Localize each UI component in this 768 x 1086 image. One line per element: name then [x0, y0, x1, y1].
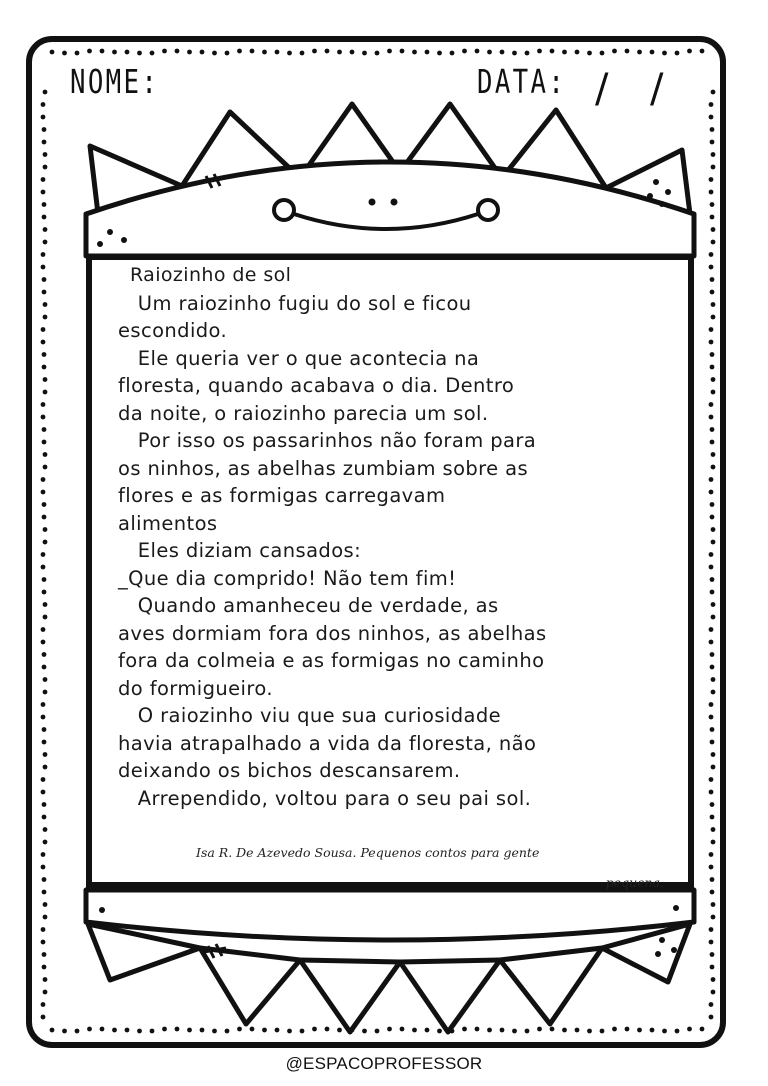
story-line: deixando os bichos descansarem.	[118, 759, 461, 782]
story-line: os ninhos, as abelhas zumbiam sobre as	[118, 456, 529, 480]
border-dot	[42, 140, 47, 145]
border-dot	[710, 440, 715, 445]
border-dot	[62, 1029, 67, 1034]
border-dot	[362, 1029, 367, 1034]
border-dot	[362, 51, 367, 56]
border-dot	[711, 227, 716, 232]
story-line: flores e as formigas carregavam	[118, 484, 446, 507]
border-dot	[675, 51, 680, 56]
border-dot	[537, 49, 542, 54]
border-dot	[41, 415, 46, 420]
border-dot	[709, 415, 714, 420]
border-dot	[711, 602, 716, 607]
border-dot	[42, 352, 47, 357]
border-dot	[42, 277, 47, 282]
border-dot	[709, 102, 714, 107]
border-dot	[425, 50, 430, 55]
border-dot	[710, 290, 715, 295]
border-dot	[41, 190, 46, 195]
border-dot	[710, 502, 715, 507]
border-dot	[711, 677, 716, 682]
border-dot	[709, 265, 714, 270]
border-dot	[710, 740, 715, 745]
border-dot	[43, 915, 48, 920]
border-dot	[41, 340, 46, 345]
border-dot	[50, 1028, 55, 1033]
border-dot	[43, 765, 48, 770]
border-dot	[43, 677, 48, 682]
border-dot	[41, 865, 46, 870]
border-dot	[562, 50, 567, 55]
border-dot	[43, 227, 48, 232]
border-dot	[437, 1029, 442, 1034]
border-dot	[437, 51, 442, 56]
border-dot	[400, 1027, 405, 1032]
border-dot	[42, 740, 47, 745]
border-dot	[75, 51, 80, 56]
border-dot	[710, 952, 715, 957]
border-dot	[262, 50, 267, 55]
border-dot	[287, 51, 292, 56]
border-dot	[42, 127, 47, 132]
border-dot	[43, 990, 48, 995]
border-dot	[42, 802, 47, 807]
story-title: Raiozinho de sol	[130, 264, 292, 286]
story-line: fora da colmeia e as formigas no caminho	[118, 649, 545, 672]
border-dot	[41, 790, 46, 795]
border-dot	[50, 50, 55, 55]
border-dot	[42, 665, 47, 670]
border-dot	[250, 49, 255, 54]
border-dot	[709, 927, 714, 932]
border-dot	[41, 940, 46, 945]
border-dot	[212, 51, 217, 56]
border-dot	[42, 440, 47, 445]
border-dot	[42, 965, 47, 970]
border-dot	[400, 49, 405, 54]
border-dot	[710, 515, 715, 520]
border-dot	[710, 815, 715, 820]
border-dot	[42, 215, 47, 220]
pennant-banner-bottom	[86, 890, 694, 1032]
border-dot	[175, 49, 180, 54]
story-line: Arrependido, voltou para o seu pai sol.	[118, 786, 532, 810]
border-dot	[162, 1027, 167, 1032]
border-dot	[575, 50, 580, 55]
border-dot	[41, 252, 46, 257]
border-dot	[42, 515, 47, 520]
border-dot	[711, 990, 716, 995]
border-dot	[42, 727, 47, 732]
border-dot	[487, 50, 492, 55]
story-source-citation	[196, 838, 666, 898]
border-dot	[709, 702, 714, 707]
border-dot	[709, 1002, 714, 1007]
border-dot	[250, 1027, 255, 1032]
border-dot	[500, 50, 505, 55]
border-dot	[709, 490, 714, 495]
border-dot	[300, 1029, 305, 1034]
border-dot	[43, 452, 48, 457]
border-dot	[337, 1028, 342, 1033]
border-dot	[525, 1029, 530, 1034]
border-dot	[225, 51, 230, 56]
border-dot	[550, 49, 555, 54]
border-dot	[710, 877, 715, 882]
border-dot	[709, 777, 714, 782]
border-dot	[711, 465, 716, 470]
border-dot	[125, 50, 130, 55]
border-dot	[41, 565, 46, 570]
border-dot	[709, 477, 714, 482]
border-dot	[42, 652, 47, 657]
border-dot	[41, 265, 46, 270]
border-dot	[710, 965, 715, 970]
border-dot	[575, 1028, 580, 1033]
border-dot	[41, 702, 46, 707]
border-dot	[512, 1029, 517, 1034]
border-dot	[710, 652, 715, 657]
border-dot	[162, 49, 167, 54]
border-dot	[462, 49, 467, 54]
border-dot	[137, 51, 142, 56]
story-line: Ele queria ver o que acontecia na	[118, 346, 480, 370]
border-dot	[710, 802, 715, 807]
border-dot	[700, 1027, 705, 1032]
border-dot	[187, 50, 192, 55]
border-dot	[150, 1029, 155, 1034]
story-line: da noite, o raiozinho parecia um sol.	[118, 401, 489, 425]
border-dot	[710, 365, 715, 370]
border-dot	[125, 1028, 130, 1033]
border-dot	[41, 327, 46, 332]
border-dot	[41, 927, 46, 932]
border-dot	[43, 315, 48, 320]
border-dot	[43, 690, 48, 695]
story-line: alimentos	[118, 511, 218, 535]
border-dot	[75, 1029, 80, 1034]
border-dot	[550, 1027, 555, 1032]
border-dot	[662, 51, 667, 56]
border-dot	[42, 427, 47, 432]
border-dot	[43, 977, 48, 982]
border-dot	[43, 165, 48, 170]
border-dot	[711, 752, 716, 757]
border-dot	[41, 490, 46, 495]
story-line: do formigueiro.	[118, 676, 273, 700]
border-dot	[525, 51, 530, 56]
border-dot	[412, 50, 417, 55]
border-dot	[709, 1015, 714, 1020]
border-dot	[43, 302, 48, 307]
border-dot	[375, 51, 380, 56]
border-dot	[710, 215, 715, 220]
border-dot	[587, 51, 592, 56]
border-dot	[43, 840, 48, 845]
border-dot	[87, 49, 92, 54]
border-dot	[662, 1029, 667, 1034]
border-dot	[711, 452, 716, 457]
story-line: Quando amanheceu de verdade, as	[118, 594, 499, 617]
border-dot	[87, 1027, 92, 1032]
border-dot	[200, 50, 205, 55]
border-dot	[710, 140, 715, 145]
border-dot	[710, 890, 715, 895]
border-dot	[41, 1015, 46, 1020]
border-dot	[175, 1027, 180, 1032]
border-dot	[711, 90, 716, 95]
border-dot	[487, 1028, 492, 1033]
border-dot	[711, 377, 716, 382]
border-dot	[650, 1028, 655, 1033]
border-dot	[711, 240, 716, 245]
border-dot	[710, 202, 715, 207]
date-separator-1: /	[595, 66, 609, 112]
border-dot	[275, 50, 280, 55]
border-dot	[42, 890, 47, 895]
border-dot	[325, 1027, 330, 1032]
story-line: Por isso os passarinhos não foram para	[118, 429, 537, 452]
border-dot	[43, 377, 48, 382]
border-dot	[709, 640, 714, 645]
border-dot	[41, 477, 46, 482]
border-dot	[709, 115, 714, 120]
border-dot	[711, 827, 716, 832]
border-dot	[711, 915, 716, 920]
border-dot	[710, 427, 715, 432]
border-dot	[711, 527, 716, 532]
border-dot	[600, 51, 605, 56]
border-dot	[711, 302, 716, 307]
border-dot	[41, 777, 46, 782]
story-body	[118, 262, 678, 812]
border-dot	[42, 590, 47, 595]
source-line-2: pequena.	[605, 875, 664, 890]
border-dot	[625, 1027, 630, 1032]
border-dot	[709, 865, 714, 870]
border-dot	[710, 590, 715, 595]
border-dot	[709, 565, 714, 570]
border-dot	[425, 1028, 430, 1033]
border-dot	[300, 51, 305, 56]
border-dot	[709, 852, 714, 857]
border-dot	[375, 1029, 380, 1034]
border-dot	[710, 577, 715, 582]
border-dot	[312, 1027, 317, 1032]
border-dot	[337, 50, 342, 55]
story-line: floresta, quando acabava o dia. Dentro	[118, 374, 515, 397]
border-dot	[275, 1028, 280, 1033]
border-dot	[710, 665, 715, 670]
story-line: aves dormiam fora dos ninhos, as abelhas	[118, 621, 547, 645]
border-dot	[709, 715, 714, 720]
story-line: escondido.	[118, 319, 228, 342]
border-dot	[43, 827, 48, 832]
border-dot	[112, 50, 117, 55]
border-dot	[42, 952, 47, 957]
border-dot	[237, 1027, 242, 1032]
border-dot	[387, 1027, 392, 1032]
border-dot	[43, 752, 48, 757]
border-dot	[562, 1028, 567, 1033]
border-dot	[710, 727, 715, 732]
border-dot	[43, 90, 48, 95]
story-line: _Que dia comprido! Não tem fim!	[118, 566, 457, 590]
border-dot	[709, 327, 714, 332]
border-dot	[612, 49, 617, 54]
border-dot	[711, 152, 716, 157]
border-dot	[709, 402, 714, 407]
border-dot	[450, 51, 455, 56]
date-separator-2: /	[650, 66, 664, 112]
border-dot	[350, 50, 355, 55]
story-line: Um raiozinho fugiu do sol e ficou	[118, 291, 472, 315]
border-dot	[150, 51, 155, 56]
border-dot	[42, 877, 47, 882]
border-dot	[43, 602, 48, 607]
border-dot	[287, 1029, 292, 1034]
border-dot	[675, 1029, 680, 1034]
border-dot	[710, 352, 715, 357]
border-dot	[42, 502, 47, 507]
border-dot	[237, 49, 242, 54]
border-dot	[262, 1028, 267, 1033]
name-label: NOME:	[70, 62, 160, 101]
border-dot	[709, 190, 714, 195]
border-dot	[41, 1002, 46, 1007]
border-dot	[41, 640, 46, 645]
footer-credit: @ESPACOPROFESSOR	[285, 1054, 483, 1073]
border-dot	[711, 765, 716, 770]
border-dot	[612, 1027, 617, 1032]
border-dot	[43, 527, 48, 532]
border-dot	[537, 1027, 542, 1032]
border-dot	[711, 390, 716, 395]
border-dot	[475, 1027, 480, 1032]
border-dot	[325, 49, 330, 54]
border-dot	[212, 1029, 217, 1034]
border-dot	[687, 49, 692, 54]
border-dot	[711, 165, 716, 170]
border-dot	[709, 552, 714, 557]
border-dot	[637, 1028, 642, 1033]
border-dot	[711, 977, 716, 982]
border-dot	[600, 1029, 605, 1034]
border-dot	[137, 1029, 142, 1034]
border-dot	[709, 940, 714, 945]
border-dot	[412, 1028, 417, 1033]
border-dot	[625, 49, 630, 54]
border-dot	[711, 315, 716, 320]
border-dot	[709, 177, 714, 182]
border-dot	[462, 1027, 467, 1032]
border-dot	[41, 627, 46, 632]
border-dot	[187, 1028, 192, 1033]
border-dot	[42, 577, 47, 582]
border-dot	[43, 615, 48, 620]
border-dot	[43, 240, 48, 245]
border-dot	[475, 49, 480, 54]
border-dot	[112, 1028, 117, 1033]
border-dot	[43, 540, 48, 545]
border-dot	[709, 340, 714, 345]
border-dot	[687, 1027, 692, 1032]
border-dot	[387, 49, 392, 54]
border-dot	[710, 277, 715, 282]
border-dot	[41, 852, 46, 857]
border-dot	[709, 790, 714, 795]
story-line: Eles diziam cansados:	[118, 539, 362, 562]
border-dot	[41, 402, 46, 407]
border-dot	[41, 115, 46, 120]
sun-crown-top	[86, 104, 694, 256]
border-dot	[43, 465, 48, 470]
border-dot	[512, 51, 517, 56]
border-dot	[700, 49, 705, 54]
border-dot	[42, 290, 47, 295]
border-dot	[42, 365, 47, 370]
border-dot	[312, 49, 317, 54]
date-label: DATA:	[477, 62, 567, 101]
border-dot	[650, 50, 655, 55]
border-dot	[100, 49, 105, 54]
story-line: havia atrapalhado a vida da floresta, não	[118, 731, 537, 755]
border-dot	[42, 202, 47, 207]
border-dot	[43, 390, 48, 395]
border-dot	[709, 627, 714, 632]
border-dot	[711, 690, 716, 695]
border-dot	[709, 252, 714, 257]
border-dot	[43, 152, 48, 157]
border-dot	[43, 902, 48, 907]
border-dot	[200, 1028, 205, 1033]
source-line-1: Isa R. De Azevedo Sousa. Pequenos contos para gente	[196, 845, 540, 860]
border-dot	[225, 1029, 230, 1034]
border-dot	[41, 102, 46, 107]
border-dot	[41, 177, 46, 182]
border-dot	[41, 715, 46, 720]
border-dot	[500, 1028, 505, 1033]
border-dot	[711, 902, 716, 907]
border-dot	[587, 1029, 592, 1034]
border-dot	[41, 552, 46, 557]
border-dot	[710, 127, 715, 132]
border-dot	[711, 840, 716, 845]
border-dot	[637, 50, 642, 55]
border-dot	[100, 1027, 105, 1032]
story-line: O raiozinho viu que sua curiosidade	[118, 704, 501, 727]
border-dot	[711, 540, 716, 545]
border-dot	[62, 51, 67, 56]
border-dot	[42, 815, 47, 820]
border-dot	[711, 615, 716, 620]
